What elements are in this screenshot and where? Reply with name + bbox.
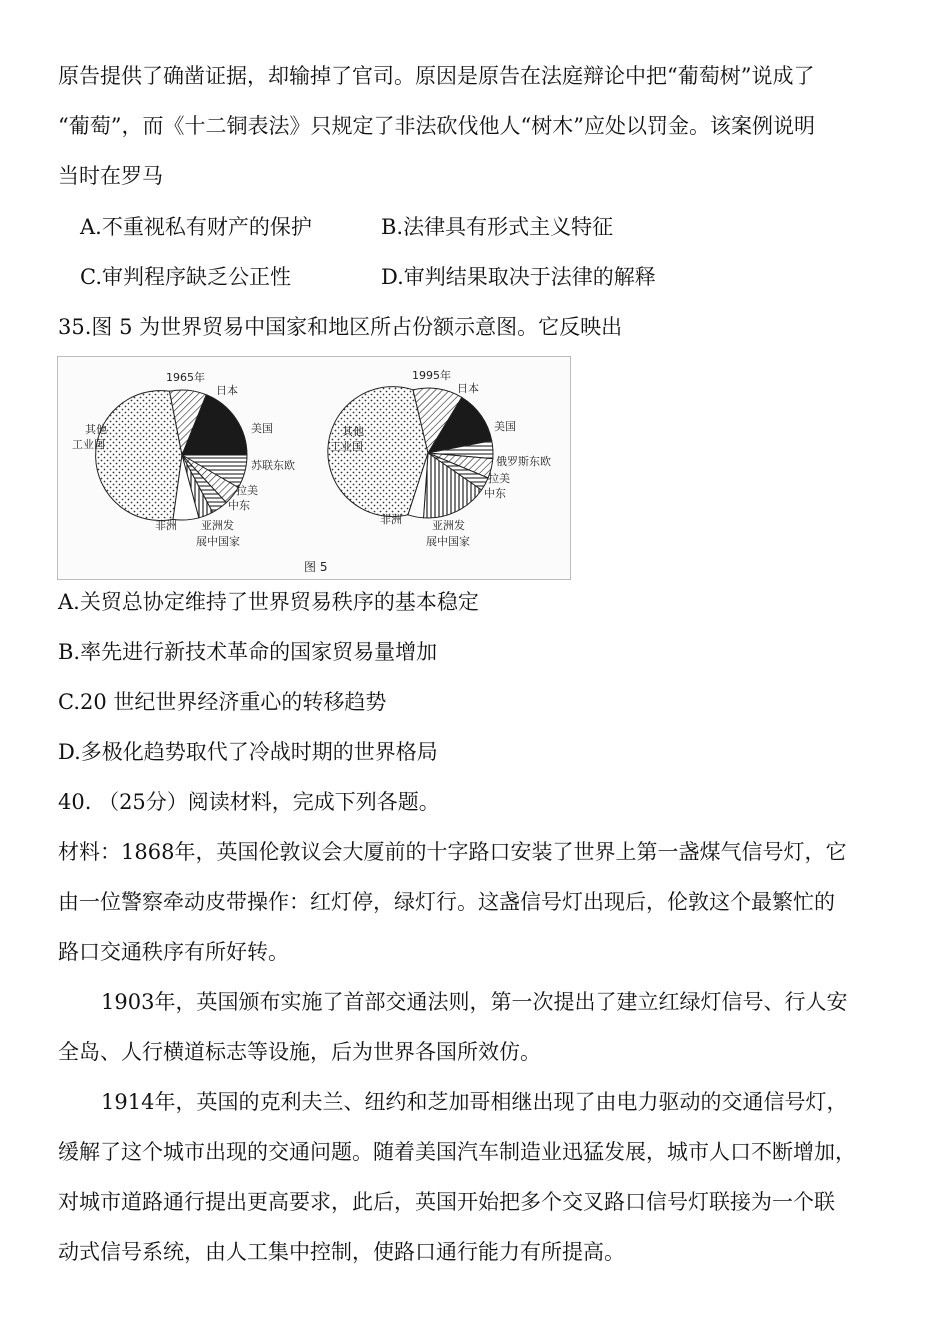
- q40-p1-line-3: 路口交通秩序有所好转。: [58, 940, 289, 964]
- q34-stem-line-1: 原告提供了确凿证据，却输掉了官司。原因是原告在法庭辩论中把“葡萄树”说成了: [58, 64, 815, 88]
- q35-option-b: B.率先进行新技术革命的国家贸易量增加: [58, 640, 438, 664]
- slice-1965-other: [96, 391, 182, 521]
- figure-caption: 图 5: [304, 560, 328, 574]
- label-1995-asia-line-1: 亚洲发: [432, 519, 465, 532]
- q34-option-b: B.法律具有形式主义特征: [381, 215, 614, 239]
- q40-p2-line-2: 全岛、人行横道标志等设施，后为世界各国所效仿。: [58, 1040, 541, 1064]
- label-1995-japan: 日本: [457, 382, 479, 395]
- label-1995-russia: 俄罗斯东欧: [496, 455, 551, 468]
- label-1965-year: 1965年: [166, 371, 205, 384]
- label-1965-other-line-2: 工业国: [72, 438, 105, 451]
- q40-p1-line-2: 由一位警察牵动皮带操作：红灯停，绿灯行。这盏信号灯出现后，伦敦这个最繁忙的: [58, 890, 835, 914]
- q34-option-c: C.审判程序缺乏公正性: [80, 265, 291, 289]
- q34-stem-line-2: “葡萄”，而《十二铜表法》只规定了非法砍伐他人“树木”应处以罚金。该案例说明: [58, 114, 815, 138]
- label-1965-mideast: 中东: [228, 499, 250, 512]
- q40-p2-line-1: 1903年，英国颁布实施了首部交通法则，第一次提出了建立红绿灯信号、行人安: [101, 990, 848, 1014]
- q40-p3-line-3: 对城市道路通行提出更高要求，此后，英国开始把多个交叉路口信号灯联接为一个联: [58, 1190, 835, 1214]
- trade-share-figure: [57, 356, 571, 580]
- label-1965-asia-line-2: 展中国家: [196, 535, 240, 548]
- q35-option-a: A.关贸总协定维持了世界贸易秩序的基本稳定: [58, 590, 479, 614]
- pie-1965: [96, 390, 247, 521]
- label-1995-other-line-2: 工业国: [330, 440, 363, 453]
- label-1995-asia-line-2: 展中国家: [426, 535, 470, 548]
- q40-p3-line-1: 1914年，英国的克利夫兰、纽约和芝加哥相继出现了由电力驱动的交通信号灯，: [101, 1090, 848, 1114]
- label-1965-asia-line-1: 亚洲发: [201, 519, 234, 532]
- q34-option-a: A.不重视私有财产的保护: [80, 215, 312, 239]
- label-1965-ussr: 苏联东欧: [251, 459, 295, 472]
- label-1965-other-line-1: 其他: [85, 423, 107, 436]
- label-1965-latam: 拉美: [236, 484, 258, 497]
- q40-header: 40. （25分）阅读材料，完成下列各题。: [58, 790, 440, 814]
- label-1995-year: 1995年: [412, 369, 451, 382]
- q35-option-d: D.多极化趋势取代了冷战时期的世界格局: [58, 740, 438, 764]
- trade-share-pie-charts: [58, 357, 570, 579]
- q34-option-d: D.审判结果取决于法律的解释: [381, 265, 656, 289]
- q35-option-c: C.20 世纪世界经济重心的转移趋势: [58, 690, 387, 714]
- q40-p3-line-4: 动式信号系统，由人工集中控制，使路口通行能力有所提高。: [58, 1240, 625, 1264]
- label-1995-usa: 美国: [494, 420, 516, 433]
- label-1965-japan: 日本: [216, 384, 238, 397]
- q35-stem: 35.图 5 为世界贸易中国家和地区所占份额示意图。它反映出: [58, 315, 623, 339]
- label-1995-other-line-1: 其他: [342, 425, 364, 438]
- label-1995-mideast: 中东: [484, 487, 506, 500]
- label-1965-usa: 美国: [251, 422, 273, 435]
- q40-p1-line-1: 材料：1868年，英国伦敦议会大厦前的十字路口安装了世界上第一盏煤气信号灯，它: [58, 840, 847, 864]
- label-1995-latam: 拉美: [488, 472, 510, 485]
- q34-stem-line-3: 当时在罗马: [58, 164, 163, 188]
- label-1995-africa: 非洲: [380, 513, 402, 526]
- q40-p3-line-2: 缓解了这个城市出现的交通问题。随着美国汽车制造业迅猛发展，城市人口不断增加，: [58, 1140, 856, 1164]
- label-1965-africa: 非洲: [155, 519, 177, 532]
